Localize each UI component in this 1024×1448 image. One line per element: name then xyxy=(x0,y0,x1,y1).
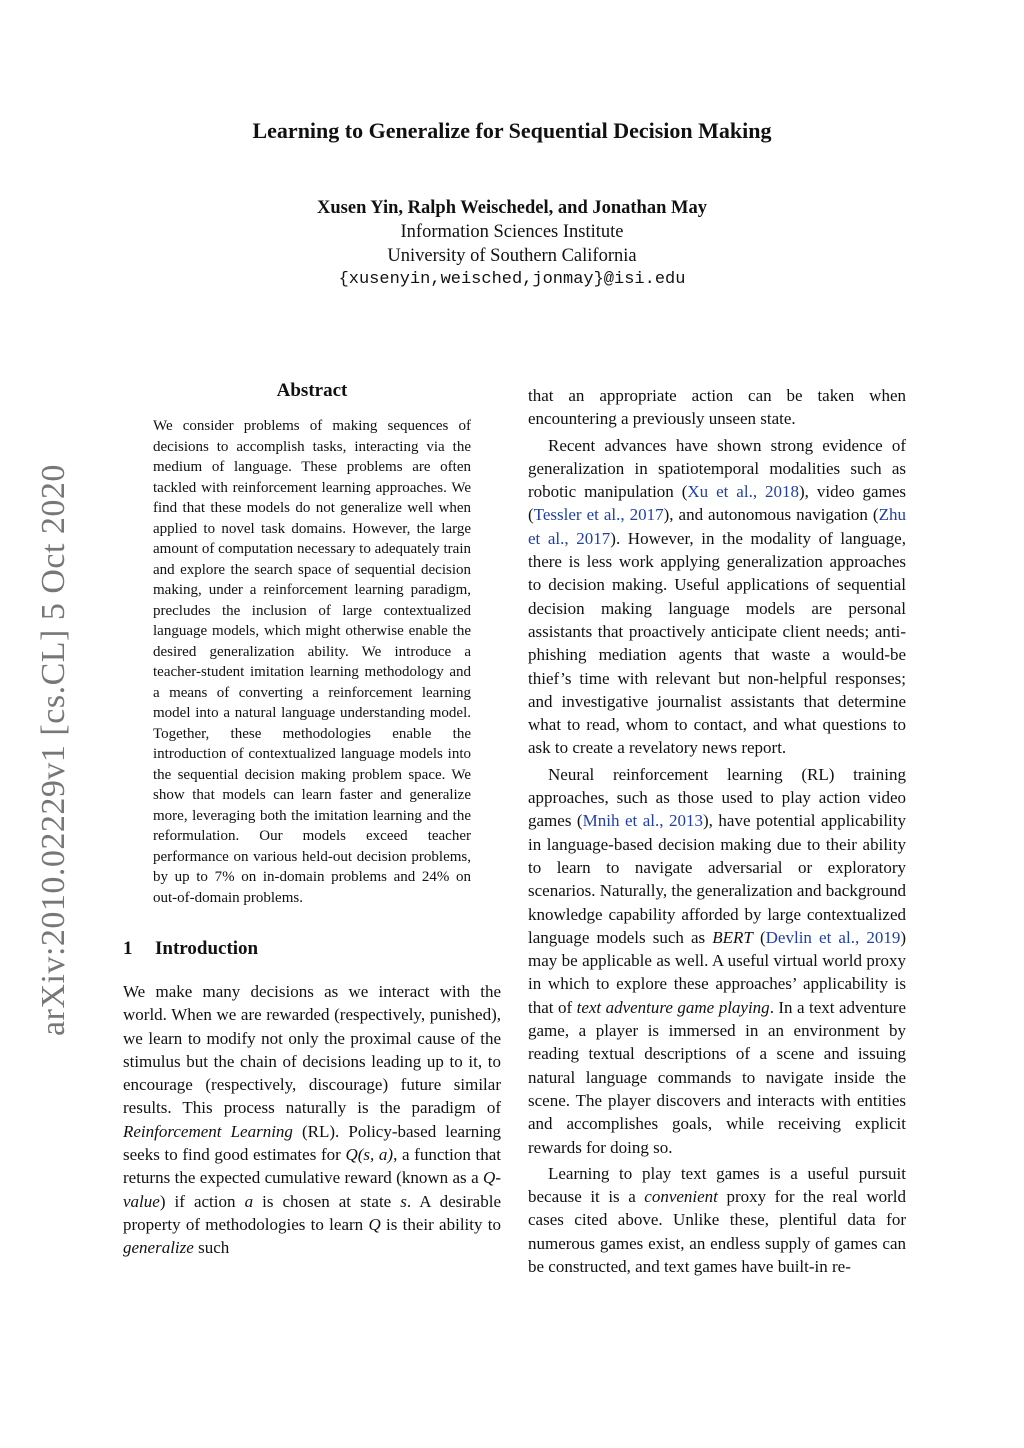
abstract-text: We consider problems of making sequences of decisions to accomplish tasks, interacting via the medium of language. These problems are often tackled with reinforcement learning approaches. We find that these models do not generalize well when applied to novel task domains. However, the large amount of computation necessary to adequately train and explore the search space of sequential decision making, under a reinforcement learning paradigm, precludes the inclusion of large contextualized language models, which might otherwise enable the desired generalization ability. We introduce a teacher-student imitation learning methodology and a means of converting a reinforcement learning model into a natural language understanding model. Together, these methodologies enable the introduction of contextualized language models into the sequential decision making problem space. We show that models can learn faster and generalize more, leveraging both the imitation learning and the reformulation. Our models exceed teacher performance on various held-out decision problems, by up to 7% on in-domain problems and 24% on out-of-domain problems. xyxy=(153,418,471,906)
intro-paragraph-1-cont: that an appropriate action can be taken when encountering a previously unseen state. xyxy=(528,386,906,429)
intro-paragraph-2: Recent advances have shown strong evidence of generalization in spatiotemporal modalities such as robotic manipulation (Xu et al., 2018), video games (Tessler et al., 2017), and autonomous navigation (Zhu et al., 2017). However, in the modality of language, there is less work applying generalization approaches to decision making. Useful applications of sequential decision making language models are personal assistants that proactively anticipate client needs; anti-phishing mediation agents that waste a would-be thief’s time with relevant but non-helpful responses; and investigative journalist assistants that determine what to read, whom to contact, and what questions to ask to create a revelatory news report. xyxy=(528,435,906,758)
right-column xyxy=(528,384,906,1278)
citation-link[interactable]: Mnih et al., 2013 xyxy=(582,811,704,831)
intro-paragraph-4: Learning to play text games is a useful pursuit because it is a convenient proxy for the real world cases cited above. Unlike these, plentiful data for numerous games exist, an endless supply of games can be constructed, and text games have built-in re- xyxy=(528,1163,906,1276)
intro-paragraph-3: Neural reinforcement learning (RL) training approaches, such as those used to play action video games (Mnih et al., 2013), have potential applicability in language-based decision making due to their ability to learn to navigate adversarial or exploratory scenarios. Naturally, the generalization and background knowledge capability afforded by large contextualized language models such as BERT (Devlin et al., 2019) may be applicable as well. A useful virtual world proxy in which to explore these approaches’ applicability is that of text adventure game playing. In a text adventure game, a player is immersed in an environment by reading textual descriptions of a scene and issuing natural language commands to navigate inside the scene. The player discovers and interacts with entities and accomplishes goals, while receiving explicit rewards for doing so. xyxy=(528,764,907,1157)
citation-link[interactable]: Tessler et al., 2017 xyxy=(533,505,664,525)
math-q: Q xyxy=(368,1214,381,1234)
left-column xyxy=(123,380,501,1260)
section-heading-introduction xyxy=(123,938,501,960)
affiliation-university: University of Southern California xyxy=(387,246,637,266)
paper-title: Learning to Generalize for Sequential Decision Making xyxy=(252,118,772,143)
author-block xyxy=(0,196,1024,292)
affiliation-institute: Information Sciences Institute xyxy=(400,222,624,242)
citation-link[interactable]: Zhu et al., 2017 xyxy=(528,505,906,548)
section-title: Introduction xyxy=(155,938,259,959)
intro-paragraph-1: We make many decisions as we interact with the world. When we are rewarded (respectively, punished), we learn to modify not only the proximal cause of the stimulus but the chain of decisions leading up to it, to encourage (respectively, discourage) future similar results. This process naturally is the paradigm of Reinforcement Learning (RL). Policy-based learning seeks to find good estimates for Q(s, a), a function that returns the expected cumulative reward (known as a Q-value) if action a is chosen at state s. A desirable property of methodologies to learn Q is their ability to generalize such xyxy=(123,982,501,1258)
author-email: {xusenyin,weisched,jonmay}@isi.edu xyxy=(338,270,686,289)
math-a: a xyxy=(244,1191,254,1211)
citation-link[interactable]: Xu et al., 2018 xyxy=(687,482,800,502)
math-s: s xyxy=(400,1191,407,1211)
arxiv-stamp: arXiv:2010.02229v1 [cs.CL] 5 Oct 2020 xyxy=(35,464,72,1036)
authors: Xusen Yin, Ralph Weischedel, and Jonathan May xyxy=(317,198,707,218)
section-number: 1 xyxy=(123,938,133,959)
math-q-s-a: Q(s, a) xyxy=(345,1145,394,1165)
citation-link[interactable]: Devlin et al., 2019 xyxy=(765,927,901,947)
abstract-heading: Abstract xyxy=(276,380,348,401)
